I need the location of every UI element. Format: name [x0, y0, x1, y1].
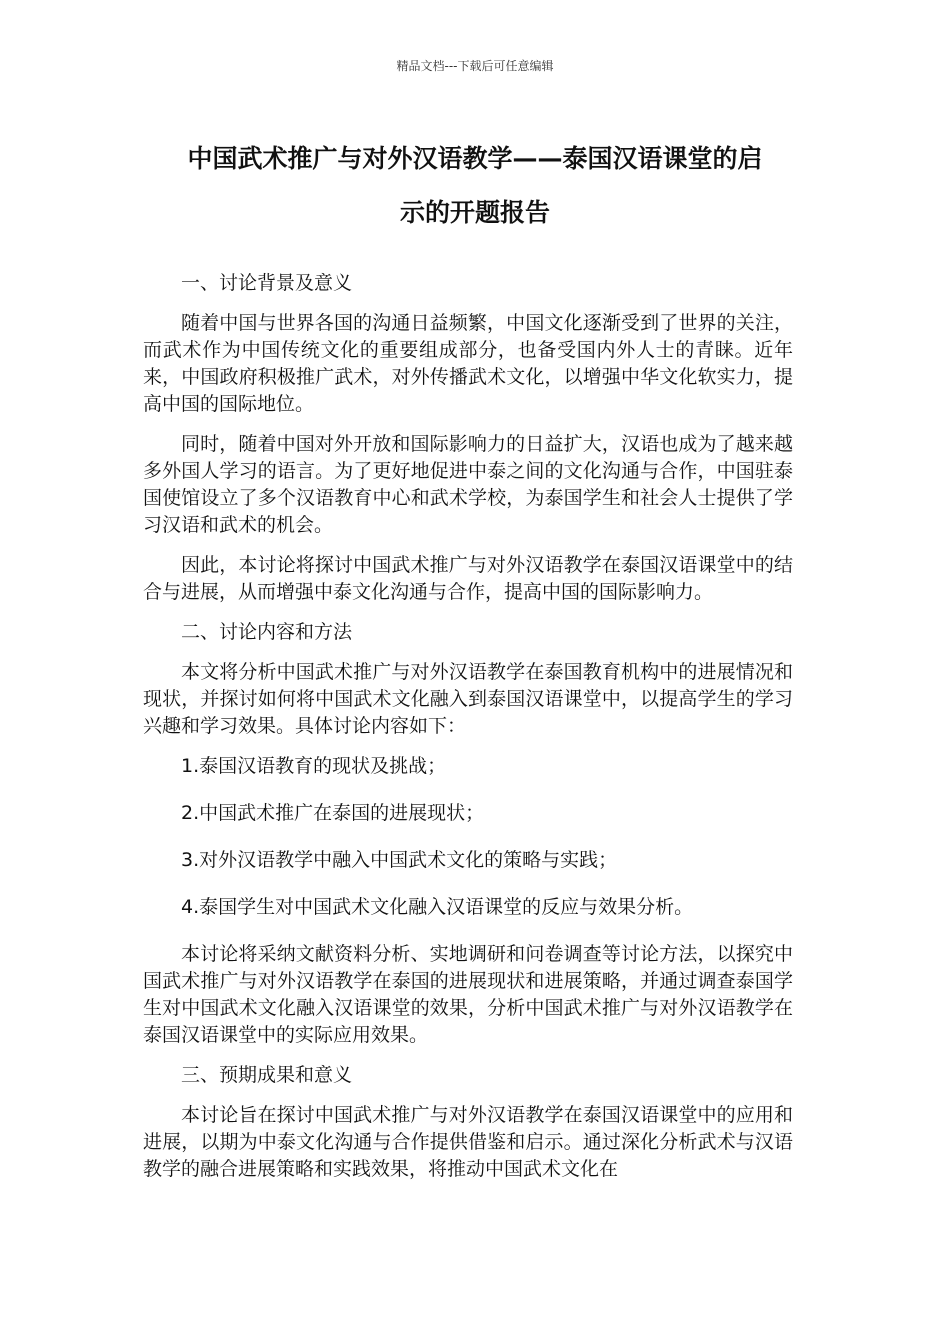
section-1-paragraph-2: 同时，随着中国对外开放和国际影响力的日益扩大，汉语也成为了越来越多外国人学习的语言。为了更好地促进中泰之间的文化沟通与合作，中国驻泰国使馆设立了多个汉语教育中心和武术学校，为泰国学生和社会人士提供了学习汉语和武术的机会。 — [143, 433, 793, 536]
section-2-heading: 二、讨论内容和方法 — [181, 621, 353, 643]
document-body — [143, 270, 793, 1196]
title-line-1: 中国武术推广与对外汉语教学——泰国汉语课堂的启 — [187, 144, 763, 173]
section-2-list-item-4: 4.泰国学生对中国武术文化融入汉语课堂的反应与效果分析。 — [181, 896, 694, 918]
section-1-paragraph-1: 随着中国与世界各国的沟通日益频繁，中国文化逐渐受到了世界的关注，而武术作为中国传统文化的重要组成部分，也备受国内外人士的青睐。近年来，中国政府积极推广武术，对外传播武术文化，以增强中华文化软实力，提高中国的国际地位。 — [143, 312, 793, 415]
section-2-list-item-2: 2.中国武术推广在泰国的进展现状； — [181, 802, 485, 824]
document-title — [140, 132, 810, 240]
section-3-heading: 三、预期成果和意义 — [181, 1064, 353, 1086]
title-line-2: 示的开题报告 — [399, 198, 550, 227]
section-3-paragraph-1: 本讨论旨在探讨中国武术推广与对外汉语教学在泰国汉语课堂中的应用和进展，以期为中泰文化沟通与合作提供借鉴和启示。通过深化分析武术与汉语教学的融合进展策略和实践效果，将推动中国武术文化在 — [143, 1104, 793, 1180]
section-2-list-item-3: 3.对外汉语教学中融入中国武术文化的策略与实践； — [181, 849, 618, 871]
section-1-paragraph-3: 因此，本讨论将探讨中国武术推广与对外汉语教学在泰国汉语课堂中的结合与进展，从而增强中泰文化沟通与合作，提高中国的国际影响力。 — [143, 554, 793, 603]
section-1-heading: 一、讨论背景及意义 — [181, 272, 353, 294]
section-2-list-item-1: 1.泰国汉语教育的现状及挑战； — [181, 755, 447, 777]
section-2-paragraph-2: 本讨论将采纳文献资料分析、实地调研和问卷调查等讨论方法，以探究中国武术推广与对外汉语教学在泰国的进展现状和进展策略，并通过调查泰国学生对中国武术文化融入汉语课堂的效果，分析中国武术推广与对外汉语教学在泰国汉语课堂中的实际应用效果。 — [143, 943, 793, 1046]
header-note: 精品文档---下载后可任意编辑 — [396, 59, 554, 73]
section-2-paragraph-1: 本文将分析中国武术推广与对外汉语教学在泰国教育机构中的进展情况和现状，并探讨如何将中国武术文化融入到泰国汉语课堂中，以提高学生的学习兴趣和学习效果。具体讨论内容如下： — [143, 661, 793, 737]
